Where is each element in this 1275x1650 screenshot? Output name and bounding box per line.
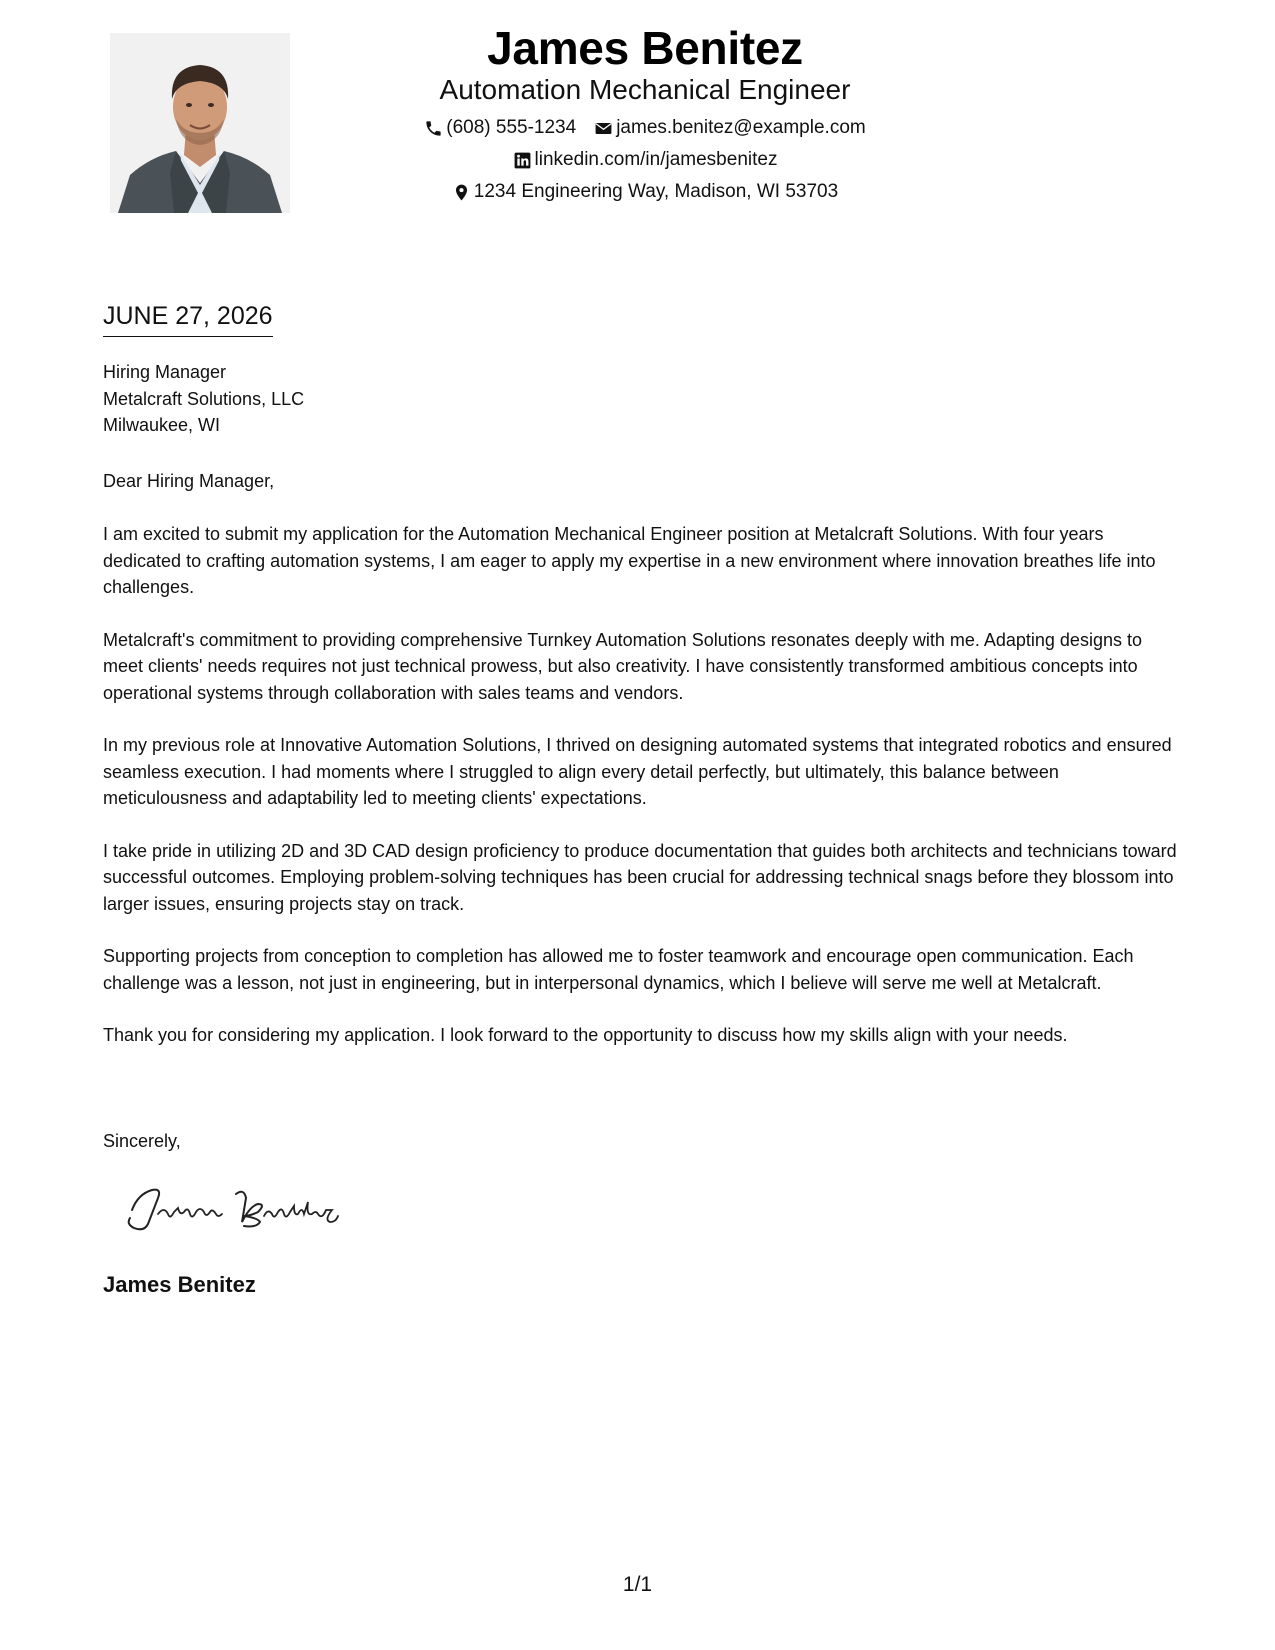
map-pin-icon [452,183,471,202]
mailing-address: 1234 Engineering Way, Madison, WI 53703 [473,181,839,202]
contact-line-linkedin [380,144,910,176]
recipient-title: Hiring Manager [103,362,227,382]
page-number: 1/1 [622,1573,653,1596]
envelope-icon [594,119,613,138]
job-title: Automation Mechanical Engineer [439,74,851,105]
recipient-company: Metalcraft Solutions, LLC [103,388,305,409]
phone-contact [424,112,576,144]
letter-header [380,20,910,208]
phone-icon [424,119,443,138]
recipient-location: Milwaukee, WI [103,415,221,435]
letter-body [103,521,1183,1075]
email-contact [594,112,866,144]
linkedin-icon [513,151,532,170]
body-paragraph: Thank you for considering my application. I look forward to the opportunity to discuss how my skills align with your needs. [103,1025,1068,1045]
linkedin-url: linkedin.com/in/jamesbenitez [534,149,778,170]
letter-date-block [103,298,273,337]
email-address: james.benitez@example.com [616,117,866,138]
linkedin-contact [513,144,778,176]
handwritten-signature [118,1176,348,1236]
address-contact [452,176,838,208]
closing: Sincerely, [103,1131,181,1151]
body-paragraph: I am excited to submit my application for the Automation Mechanical Engineer position at Metalcraft Solutions. With four years dedicated to crafting automation systems, I am eager to apply my expertise in a new environment where innovation breathes life into challenges. [103,524,1156,597]
body-paragraph: I take pride in utilizing 2D and 3D CAD design proficiency to produce documentation that guides both architects and technicians toward successful outcomes. Employing problem-solving techniques has been crucial for addressing technical snags before they blossom into larger issues, ensuring projects stay on track. [103,840,1177,914]
body-paragraph: Metalcraft's commitment to providing comprehensive Turnkey Automation Solutions resonates deeply with me. Adapting designs to meet clients' needs requires not just technical prowess, but also creativity. I have consistently transformed ambitious concepts into operational systems through collaboration with sales teams and vendors. [103,629,1142,703]
signer-name: James Benitez [103,1272,256,1297]
salutation: Dear Hiring Manager, [103,471,275,491]
body-paragraph: In my previous role at Innovative Automation Solutions, I thrived on designing automated systems that integrated robotics and ensured seamless execution. I had moments where I struggled to align every detail perfectly, but ultimately, this balance between meticulousness and adaptability led to meeting clients' expectations. [103,735,1172,808]
applicant-name: James Benitez [487,22,803,74]
contact-line-address [380,176,910,208]
profile-photo [110,33,290,213]
letter-date: JUNE 27, 2026 [103,298,273,337]
recipient-block [103,359,304,439]
contact-line-phone-email [380,112,910,144]
body-paragraph: Supporting projects from conception to completion has allowed me to foster teamwork and encourage open communication. Each challenge was a lesson, not just in engineering, but in interpersonal dynamics, which I believe will serve me well at Metalcraft. [103,946,1134,993]
phone-number: (608) 555-1234 [446,117,577,138]
